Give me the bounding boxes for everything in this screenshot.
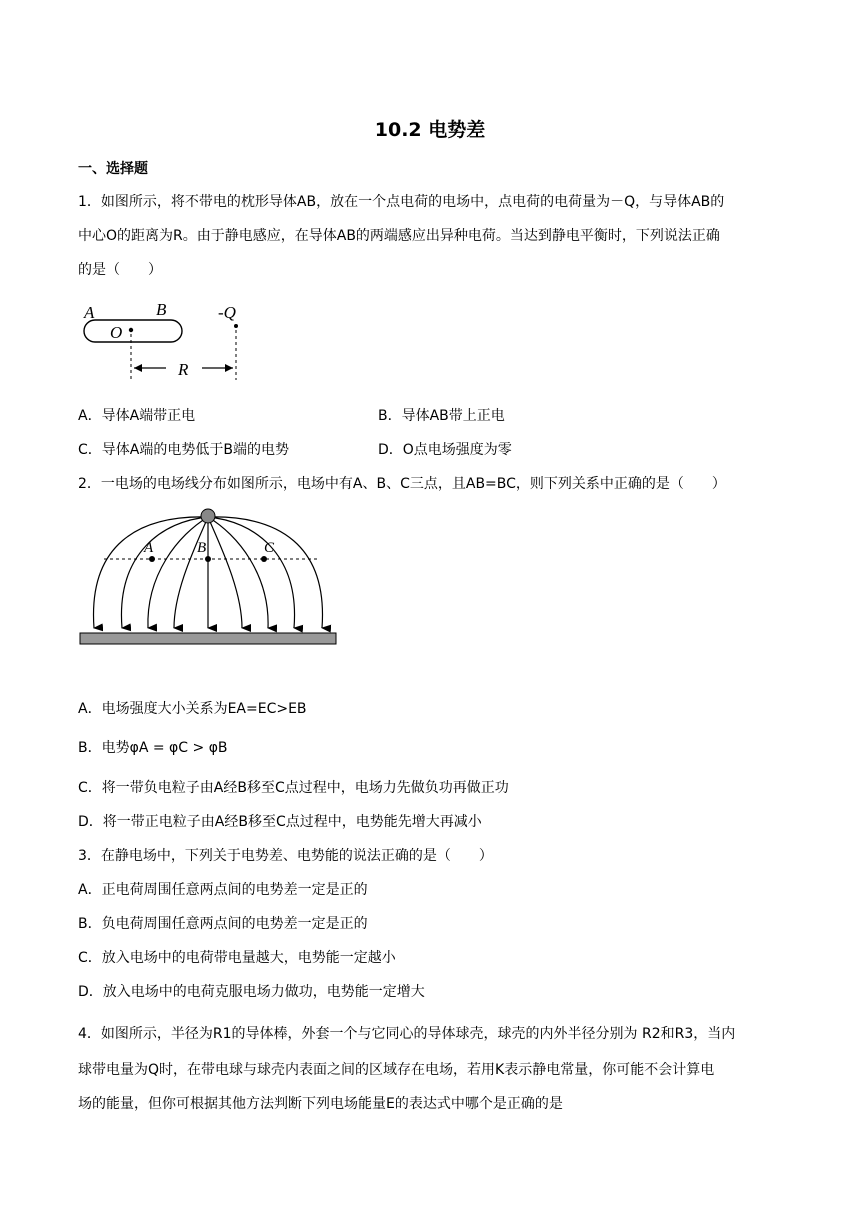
point-charge-dot (234, 324, 238, 328)
q3-option-c[interactable]: C．放入电场中的电荷带电量越大，电势能一定越小 (78, 950, 396, 966)
q1-conductor-figure (78, 298, 258, 384)
q4-text-line: 球带电量为Q时，在带电球与球壳内表面之间的区域存在电场，若用K表示静电常量，你可能不会计算电 (78, 1062, 715, 1078)
q1-option-b[interactable]: B．导体AB带上正电 (378, 408, 505, 424)
q2-option-a[interactable]: A．电场强度大小关系为EA=EC>EB (78, 701, 307, 717)
label-minus-q: -Q (218, 303, 236, 322)
q2-option-c[interactable]: C．将一带负电粒子由A经B移至C点过程中，电场力先做负功再做正功 (78, 780, 509, 796)
label-b: B (156, 300, 167, 319)
label-point-b: B (197, 540, 207, 556)
q2-field-lines-figure (78, 505, 340, 647)
q1-option-d[interactable]: D．O点电场强度为零 (378, 442, 512, 458)
q3-option-b[interactable]: B．负电荷周围任意两点间的电势差一定是正的 (78, 916, 368, 932)
q4-text-line: 4．如图所示，半径为R1的导体棒，外套一个与它同心的导体球壳，球壳的内外半径分别为 R2和R3，当内 (78, 1026, 736, 1042)
pillow-conductor (84, 320, 182, 342)
grounded-plate (80, 633, 336, 644)
q1-option-c[interactable]: C．导体A端的电势低于B端的电势 (78, 442, 289, 458)
q4-text-line: 场的能量，但你可根据其他方法判断下列电场能量E的表达式中哪个是正确的是 (78, 1096, 563, 1112)
source-charge-ball (201, 509, 215, 523)
q1-option-a[interactable]: A．导体A端带正电 (78, 408, 196, 424)
point-a-dot (149, 556, 155, 562)
q3-option-d[interactable]: D．放入电场中的电荷克服电场力做功，电势能一定增大 (78, 984, 425, 1000)
section-heading: 一、选择题 (78, 161, 148, 177)
label-a: A (84, 303, 95, 322)
q2-option-b[interactable]: B．电势φA = φC > φB (78, 740, 228, 756)
label-point-c: C (264, 540, 275, 556)
q3-text-line: 3．在静电场中，下列关于电势差、电势能的说法正确的是（ ） (78, 848, 493, 864)
q2-option-d[interactable]: D．将一带正电粒子由A经B移至C点过程中，电势能先增大再减小 (78, 814, 482, 830)
center-o-dot (129, 328, 133, 332)
q3-option-a[interactable]: A．正电荷周围任意两点间的电势差一定是正的 (78, 882, 368, 898)
page-title: 10.2 电势差 (374, 119, 486, 141)
point-b-dot (205, 556, 211, 562)
q1-text-line: 的是（ ） (78, 262, 162, 278)
q1-text-line: 中心O的距离为R。由于静电感应，在导体AB的两端感应出异种电荷。当达到静电平衡时，下列说法正确 (78, 228, 720, 244)
q2-text-line: 2．一电场的电场线分布如图所示，电场中有A、B、C三点，且AB=BC，则下列关系中正确的是（ ） (78, 476, 726, 492)
point-c-dot (261, 556, 267, 562)
q1-text-line: 1．如图所示，将不带电的枕形导体AB，放在一个点电荷的电场中，点电荷的电荷量为－Q，与导体AB的 (78, 194, 725, 210)
label-point-a: A (144, 540, 154, 556)
label-o: O (110, 323, 123, 342)
label-r: R (178, 360, 189, 379)
